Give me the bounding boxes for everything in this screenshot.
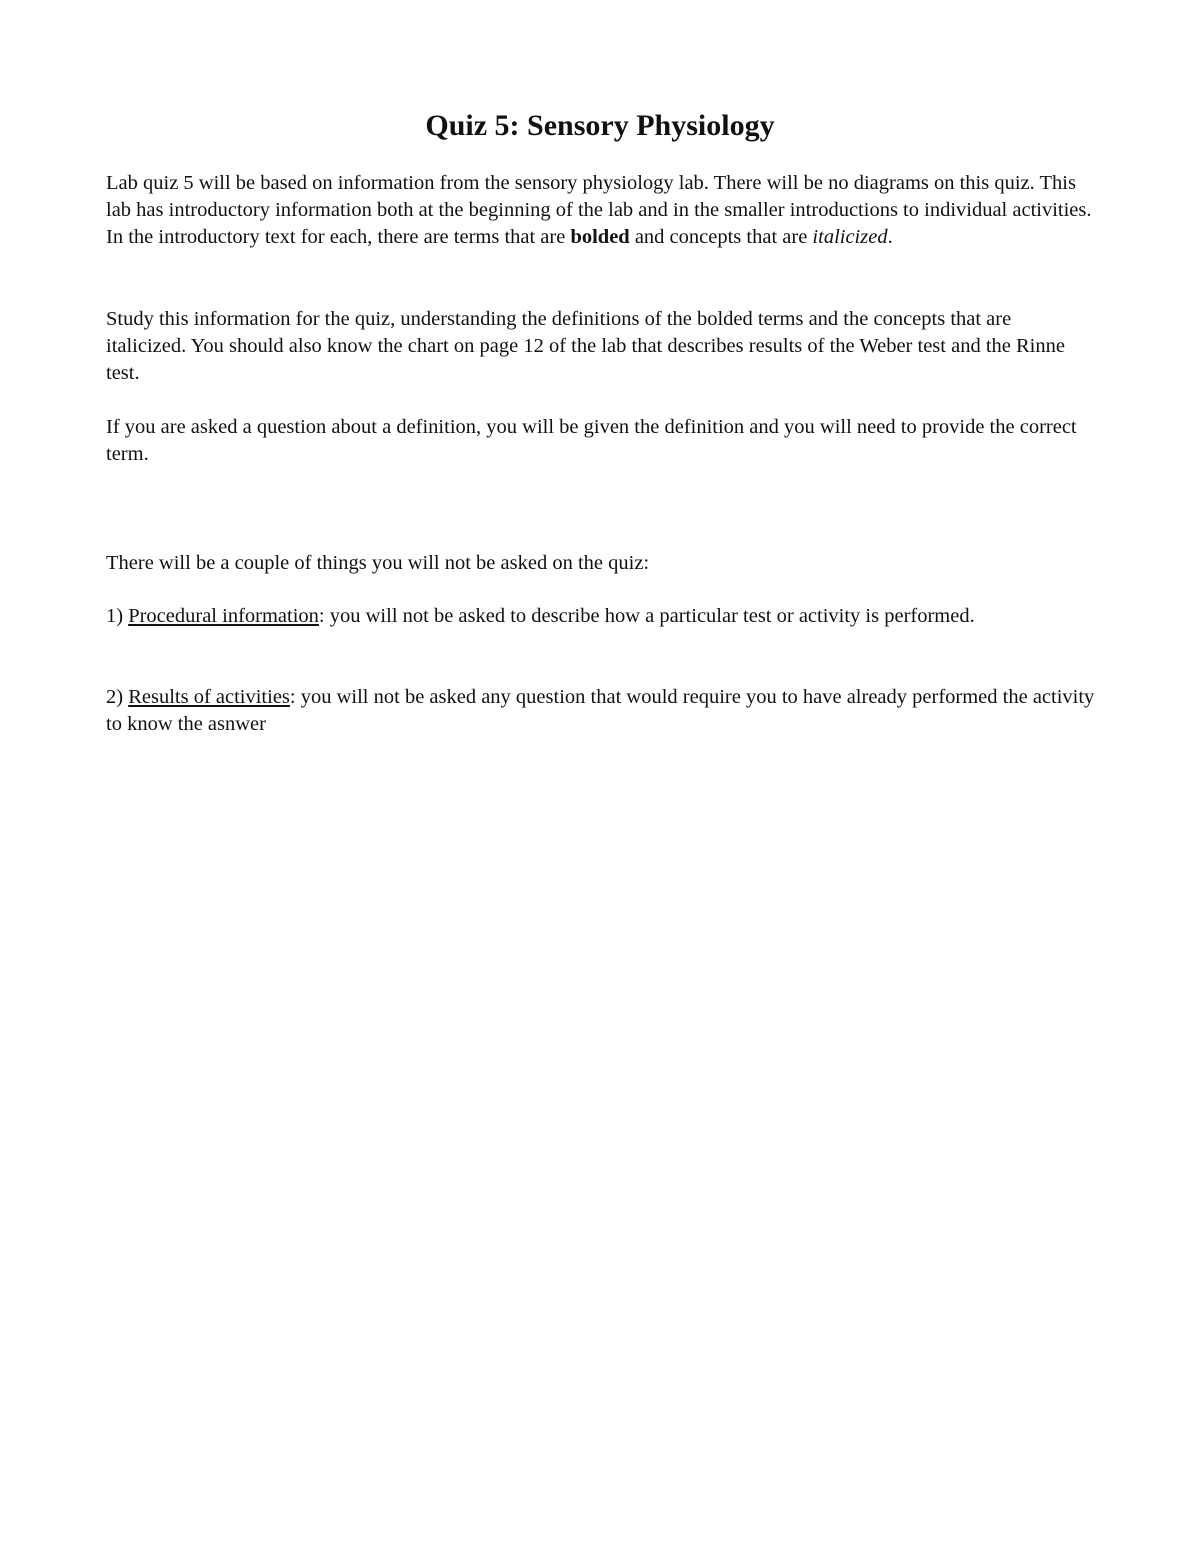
list-item [106, 684, 1096, 738]
intro-text-end: . [887, 226, 893, 248]
list-item-heading: Results of activities [128, 686, 290, 708]
list-item-text: : you will not be asked to describe how a particular test or activity is performed. [318, 605, 975, 627]
list-item-heading: Procedural information [128, 605, 319, 627]
intro-text-start: Lab quiz 5 will be based on information from the sensory physiology lab. There will be no diagrams on this quiz. This lab has introductory information both at the beginning of the lab and in the smaller introductions to individual activities. In the introductory text for each, there are terms that are [106, 172, 1092, 248]
list-item-text: : you will not be asked any question that would require you to have already performed the activity to know the asnwer [106, 686, 1095, 735]
intro-text-middle: and concepts that are [629, 226, 813, 248]
list-item [106, 603, 1096, 630]
page-title: Quiz 5: Sensory Physiology [425, 109, 775, 142]
list-item-number: 1) [106, 605, 129, 627]
italicized-word: italicized [812, 226, 888, 248]
definition-paragraph: If you are asked a question about a definition, you will be given the definition and you will need to provide the correct term. [106, 416, 1077, 465]
not-asked-intro: There will be a couple of things you will not be asked on the quiz: [106, 552, 650, 574]
intro-paragraph [106, 170, 1096, 251]
study-paragraph: Study this information for the quiz, understanding the definitions of the bolded terms and the concepts that are italicized. You should also know the chart on page 12 of the lab that describes results of the Weber test and the Rinne test. [106, 308, 1065, 384]
list-item-number: 2) [106, 686, 129, 708]
bolded-word: bolded [570, 226, 630, 248]
